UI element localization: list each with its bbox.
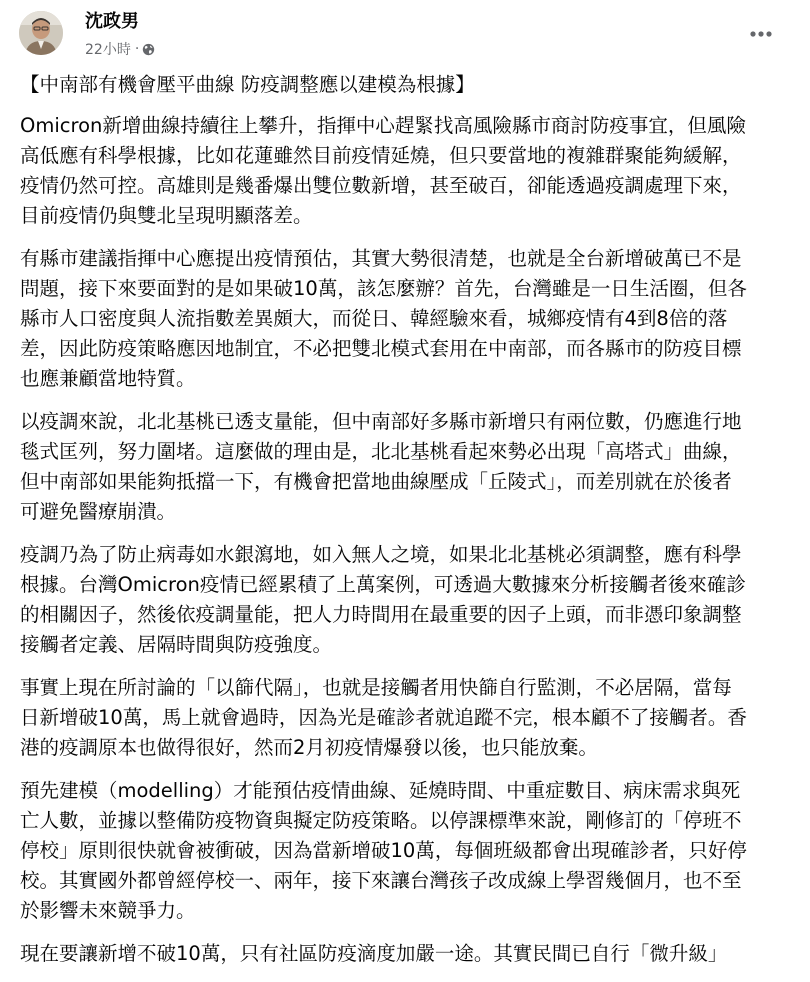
post-meta bbox=[85, 39, 155, 59]
post-text-line: 亡人數，並據以整備防疫物資與擬定防疫策略。以停課標準來說，剛修訂的「停班不 bbox=[20, 809, 742, 832]
post-text-line: 疫調乃為了防止病毒如水銀瀉地，如入無人之境，如果北北基桃必須調整，應有科學 bbox=[20, 543, 742, 566]
post-paragraph bbox=[20, 244, 795, 394]
post-text-line: 也應兼顧當地特質。 bbox=[20, 367, 196, 390]
author-name[interactable]: 沈政男 bbox=[85, 11, 139, 32]
post-text-line: 於影響未來競爭力。 bbox=[20, 899, 196, 922]
post-text-line: 日新增破10萬，馬上就會過時，因為光是確診者就追蹤不完，根本顧不了接觸者。香 bbox=[20, 706, 747, 729]
post-text-line: 有縣市建議指揮中心應提出疫情預估，其實大勢很清楚，也就是全台新增破萬已不是 bbox=[20, 247, 742, 270]
more-options-button[interactable] bbox=[743, 20, 779, 48]
post-text-line: 的相關因子，然後依疫調量能，把人力時間用在最重要的因子上頭，而非憑印象調整 bbox=[20, 603, 742, 626]
post-text-line: 問題，接下來要面對的是如果破10萬，該怎麼辦？首先，台灣雖是一日生活圈，但各 bbox=[20, 277, 747, 300]
post-text-line: 以疫調來說，北北基桃已透支量能，但中南部好多縣市新增只有兩位數，仍應進行地 bbox=[20, 410, 742, 433]
post-text-line: 毯式匡列，努力圍堵。這麼做的理由是，北北基桃看起來勢必出現「高塔式」曲線， bbox=[20, 440, 742, 463]
post-paragraph bbox=[20, 111, 795, 231]
post-text-line: 接觸者定義、居隔時間與防疫強度。 bbox=[20, 633, 333, 656]
more-horizontal-icon bbox=[749, 30, 773, 38]
post-text-line: 現在要讓新增不破10萬，只有社區防疫滴度加嚴一途。其實民間已自行「微升級」 bbox=[20, 942, 728, 965]
post-text-line: 縣市人口密度與人流指數差異頗大，而從日、韓經驗來看，城鄉疫情有4到8倍的落 bbox=[20, 307, 728, 330]
post-paragraph bbox=[20, 540, 795, 660]
post-text-line: 校。其實國外都曾經停校一、兩年，接下來讓台灣孩子改成線上學習幾個月，也不至 bbox=[20, 869, 742, 892]
post-header bbox=[0, 0, 810, 70]
post-text-line: 預先建模（modelling）才能預估疫情曲線、延燒時間、中重症數目、病床需求與死 bbox=[20, 779, 741, 802]
post-paragraph bbox=[20, 939, 795, 969]
post-timestamp[interactable]: 22小時 bbox=[85, 42, 131, 58]
post-text-line: 根據。台灣Omicron疫情已經累積了上萬案例，可透過大數據來分析接觸者後來確診 bbox=[20, 573, 746, 596]
post-paragraph bbox=[20, 776, 795, 926]
post-text-line: 目前疫情仍與雙北呈現明顯落差。 bbox=[20, 204, 313, 227]
avatar[interactable] bbox=[19, 11, 63, 55]
post-text-line: 停校」原則很快就會被衝破，因為當新增破10萬，每個班級都會出現確診者，只好停 bbox=[20, 839, 747, 862]
avatar-portrait-icon bbox=[19, 11, 63, 55]
post-paragraphs bbox=[20, 111, 795, 969]
post-text-line: 疫情仍然可控。高雄則是幾番爆出雙位數新增，甚至破百，卻能透過疫調處理下來， bbox=[20, 174, 742, 197]
post-text-line: 可避免醫療崩潰。 bbox=[20, 500, 177, 523]
meta-separator: · bbox=[134, 41, 140, 57]
post-paragraph bbox=[20, 407, 795, 527]
post-paragraph bbox=[20, 673, 795, 763]
post-text-line: 高低應有科學根據，比如花蓮雖然目前疫情延燒，但只要當地的複雜群聚能夠緩解， bbox=[20, 144, 742, 167]
post-title: 【中南部有機會壓平曲線 防疫調整應以建模為根據】 bbox=[20, 73, 475, 96]
post-body bbox=[20, 70, 795, 982]
post-text-line: 差，因此防疫策略應因地制宜，不必把雙北模式套用在中南部，而各縣市的防疫目標 bbox=[20, 337, 742, 360]
post-text-line: Omicron新增曲線持續往上攀升，指揮中心趕緊找高風險縣市商討防疫事宜，但風險 bbox=[20, 114, 746, 137]
post-text-line: 事實上現在所討論的「以篩代隔」，也就是接觸者用快篩自行監測，不必居隔，當每 bbox=[20, 676, 732, 699]
globe-icon[interactable] bbox=[142, 43, 155, 56]
post-text-line: 但中南部如果能夠抵擋一下，有機會把當地曲線壓成「丘陵式」，而差別就在於後者 bbox=[20, 470, 732, 493]
post-text-line: 港的疫調原本也做得很好，然而2月初疫情爆發以後，也只能放棄。 bbox=[20, 736, 598, 759]
